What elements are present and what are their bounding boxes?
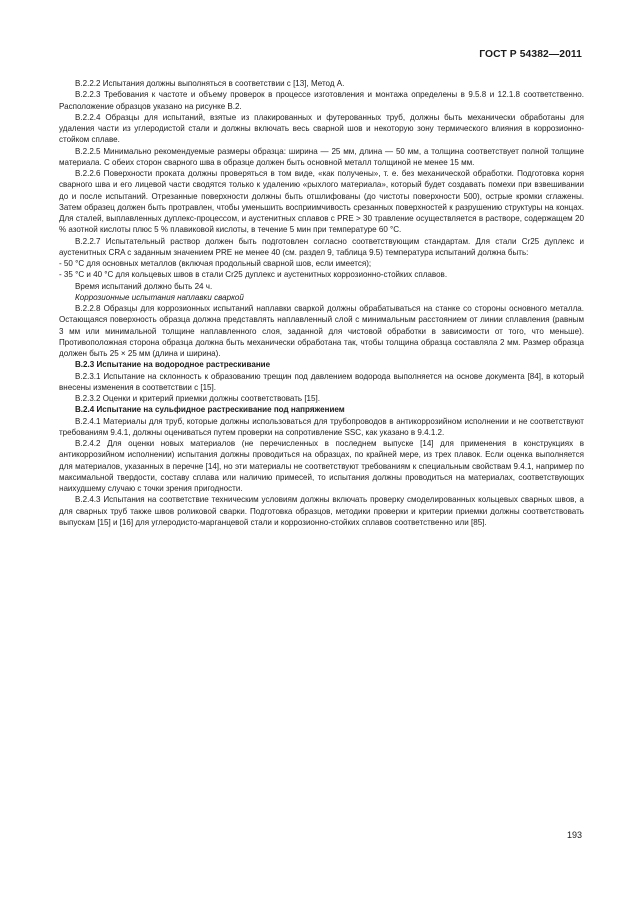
clause-b-2-2-4: B.2.2.4 Образцы для испытаний, взятые из плакированных и футерованных труб, должны быть механически обработаны для удаления части из углеродистой стали и должны включать весь сварной шов и некоторую зону термического влияния в коррозионно-стойком сплаве.: [59, 112, 584, 145]
clause-b-2-2-3: B.2.2.3 Требования к частоте и объему проверок в процессе изготовления и монтажа определены в 9.5.8 и 12.1.8 соответственно. Расположение образцов указано на рисунке B.2.: [59, 90, 584, 111]
clause-b-2-2-6: B.2.2.6 Поверхности проката должны проверяться в том виде, «как получены», т. е. без механической обработки. Подготовка корня сварного шва и его лицевой части сводятся только к удалению «рыхлого материала», который будет создавать помехи при взвешивании до и после испытаний. Отрезанные поверхности должны быть отшлифованы (до чистоты поверхности 500), острые кромки сглажены. Затем образец должен быть протравлен, чтобы уменьшить восприимчивость срезанных поверхностей к разрушению структуры на концах. Для сталей, выплавленных дуплекс-процессом, и аустенитных сплавов с PRE > 30 травление осуществляется в растворе, содержащем 20 % азотной кислоты плюс 5 % плавиковой кислоты, в течение 5 мин при температуре 60 °C.: [59, 169, 584, 235]
section-heading-b-2-3: B.2.3 Испытание на водородное растрескивание: [75, 360, 271, 370]
clause-b-2-3-1: B.2.3.1 Испытание на склонность к образованию трещин под давлением водорода выполняется на основе документа [84], в который внесены изменения в соответствии с [15].: [59, 371, 584, 392]
subsection-heading-overlay-corrosion: Коррозионные испытания наплавки сваркой: [75, 292, 244, 302]
clause-b-2-2-5: B.2.2.5 Минимально рекомендуемые размеры образца: ширина — 25 мм, длина — 50 мм, а толщина соответствует полной толщине материала. С обеих сторон сварного шва в образце должен быть основной металл толщиной не менее 15 мм.: [59, 146, 584, 167]
section-heading-b-2-4: B.2.4 Испытание на сульфидное растрескивание под напряжением: [75, 405, 345, 415]
list-item-temperature-girth-welds: - 35 °C и 40 °C для кольцевых швов в стали Cr25 дуплекс и аустенитных коррозионно-стойких сплавов.: [59, 270, 448, 280]
clause-b-2-3-2: B.2.3.2 Оценки и критерий приемки должны соответствовать [15].: [75, 394, 320, 403]
document-header: ГОСТ Р 54382—2011: [479, 49, 582, 60]
test-duration-text: Время испытаний должно быть 24 ч.: [75, 281, 213, 291]
document-body: [59, 78, 584, 528]
page-number: 193: [566, 830, 582, 840]
clause-b-2-4-2: B.2.4.2 Для оценки новых материалов (не перечисленных в последнем выпуске [14] для применения в конструкциях в антикоррозийном исполнении) испытания должны проводиться на образцах, по крайней мере, из трех плавок. Если оценка выполняется для материалов, указанных в перечне [14], но эти материалы не соответствуют требованиям к специальным свойствам 9.4.1, например по максимальной твердости, составу сплава или наличию примесей, то испытания должны проводиться на материалах, соответствующих наихудшему случаю с точки зрения пригодности.: [59, 439, 584, 493]
list-item-temperature-base-metal: - 50 °C для основных металлов (включая продольный сварной шов, если имеется);: [59, 259, 372, 268]
clause-b-2-2-2: B.2.2.2 Испытания должны выполняться в соответствии с [13], Метод A.: [75, 79, 345, 88]
clause-b-2-2-7: B.2.2.7 Испытательный раствор должен быть подготовлен согласно соответствующим стандартам. Для стали Cr25 дуплекс и аустенитных CRA с заданным значением PRE не менее 40 (см. раздел 9, таблица 9.5) температура испытаний должна быть:: [59, 236, 584, 257]
clause-b-2-2-8: B.2.2.8 Образцы для коррозионных испытаний наплавки сваркой должны обрабатываться на станке со стороны основного металла. Остающаяся поверхность образца должна представлять наплавленный слой с минимальным расстоянием от линии сплавления (равным 3 мм или минимальной толщине наплавленного слоя, заданной для чистовой обработки в зависимости от того, что меньше). Противоположная сторона образца должна быть механически обработана так, чтобы толщина образца составляла 2 мм. Размер образца должен быть 25 × 25 мм (длина и ширина).: [59, 304, 584, 358]
clause-b-2-4-1: B.2.4.1 Материалы для труб, которые должны использоваться для трубопроводов в антикоррозийном исполнении и не соответствуют требованиям 9.4.1, должны оцениваться путем проверки на сопротивление SSC, как указано в 9.4.1.2.: [59, 416, 584, 437]
clause-b-2-4-3: B.2.4.3 Испытания на соответствие техническим условиям должны включать проверку смоделированных кольцевых сварных швов, а для сварных труб также швов роликовой сварки. Подготовка образцов, методики проверки и критерии приемки должны соответствовать выпускам [15] и [16] для углеродисто-марганцевой стали и коррозионно-стойких сплавов соответственно или [85].: [59, 495, 584, 527]
